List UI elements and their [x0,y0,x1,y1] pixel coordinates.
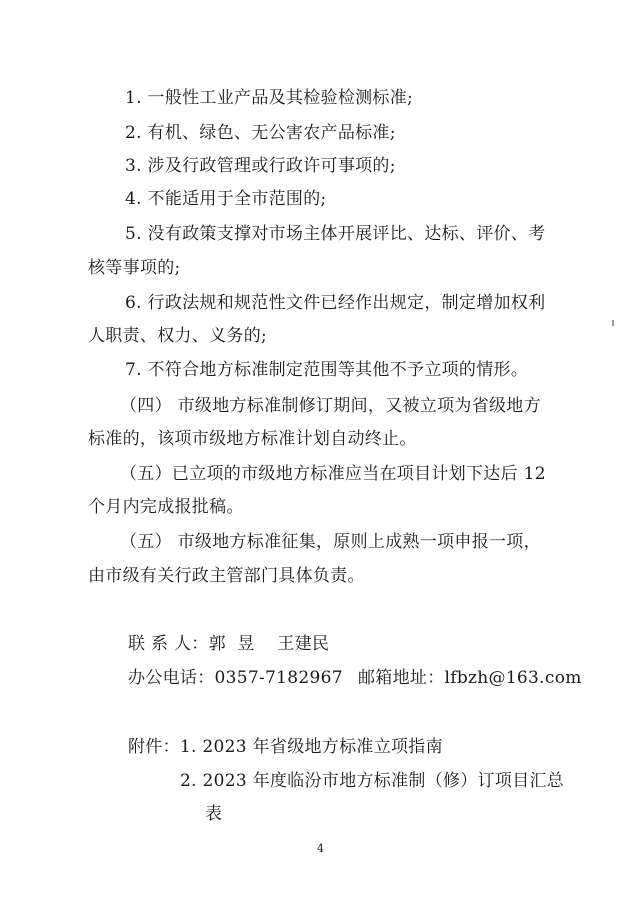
body-line-10-cont: 由市级有关行政主管部门具体负责。 [88,566,365,586]
body-line-2: 2. 有机、绿色、无公害农产品标准; [125,123,396,143]
body-line-10: （五） 市级地方标准征集，原则上成熟一项申报一项， [120,532,541,552]
contact-person-row [128,632,329,656]
body-line-6-cont: 人职责、权力、义务的; [88,326,268,346]
email-label: 邮箱地址： [358,668,445,688]
body-line-4: 4. 不能适用于全市范围的; [125,189,327,209]
body-line-8: （四） 市级地方标准制修订期间，又被立项为省级地方 [120,396,541,416]
body-line-5-cont: 核等事项的; [88,258,181,278]
phone-number: 0357-7182967 [214,668,343,688]
attachment-label: 附件： [128,737,180,757]
body-line-9-cont: 个月内完成报批稿。 [88,497,244,517]
body-line-3: 3. 涉及行政管理或行政许可事项的; [125,156,396,176]
attachment-row-1 [128,735,443,759]
contact-email-row [358,666,582,690]
contact-phone-row [128,666,343,690]
scan-mark [612,320,614,326]
body-line-1: 1. 一般性工业产品及其检验检测标准; [125,88,414,108]
attachment-item-1: 1. 2023 年省级地方标准立项指南 [179,737,443,757]
body-line-6: 6. 行政法规和规范性文件已经作出规定，制定增加权利 [125,293,546,313]
attachment-item-2: 2. 2023 年度临汾市地方标准制（修）订项目汇总 [180,771,565,791]
body-line-7: 7. 不符合地方标准制定范围等其他不予立项的情形。 [125,360,529,380]
body-line-5: 5. 没有政策支撑对市场主体开展评比、达标、评价、考 [125,224,546,244]
page-number: 4 [317,842,324,855]
contact-persons: 郭 昱 王建民 [208,634,330,654]
attachment-item-2-cont: 表 [205,804,223,824]
email-address: lfbzh@163.com [444,668,582,688]
body-line-8-cont: 标准的，该项市级地方标准计划自动终止。 [88,429,417,449]
phone-label: 办公电话： [128,668,215,688]
contact-person-label: 联 系 人： [128,634,209,654]
body-line-9: （五）已立项的市级地方标准应当在项目计划下达后 12 [120,464,546,484]
